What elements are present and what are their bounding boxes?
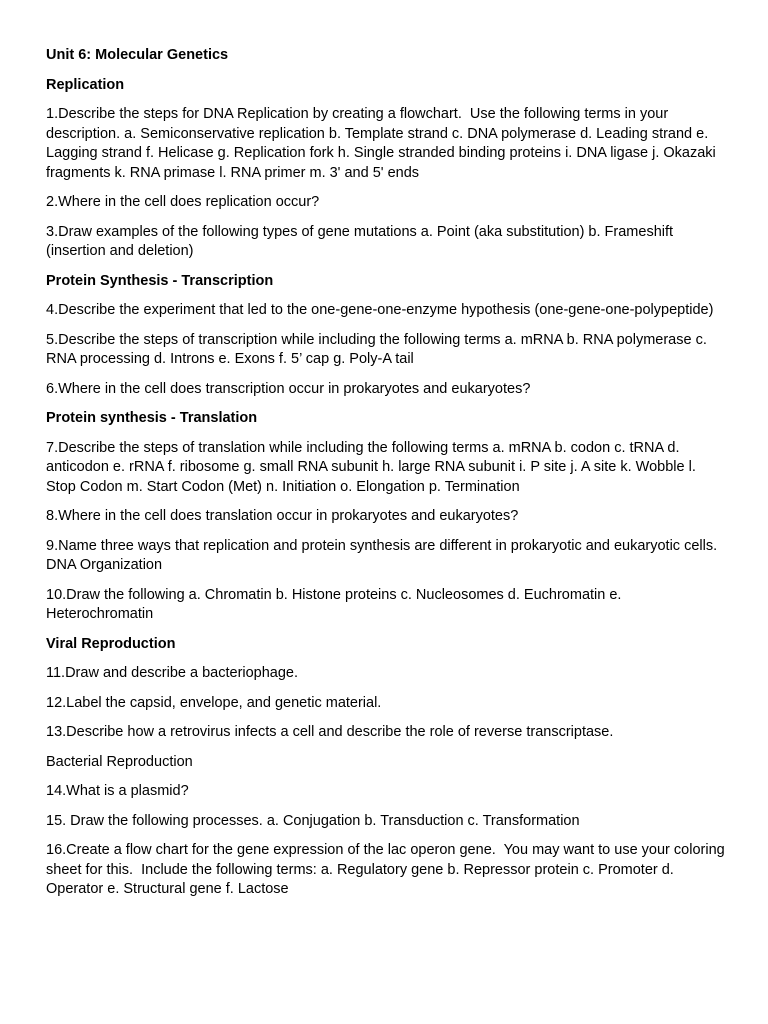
question-15: 15. Draw the following processes. a. Conjugation b. Transduction c. Transformation	[46, 812, 580, 829]
question-16: 16.Create a flow chart for the gene expression of the lac operon gene. You may want to use your coloring sheet for this. Include the following terms: a. Regulatory gene b. Repressor protein c. Promoter d. Operator e. Structural gene f. Lactose	[46, 842, 729, 897]
section-heading-translation: Protein synthesis - Translation	[46, 410, 258, 426]
question-12: 12.Label the capsid, envelope, and genetic material.	[46, 694, 382, 711]
question-10: 10.Draw the following a. Chromatin b. Histone proteins c. Nucleosomes d. Euchromatin e. Heterochromatin	[46, 586, 626, 622]
question-1: 1.Describe the steps for DNA Replication by creating a flowchart. Use the following terms in your description. a. Semiconservative replication b. Template strand c. DNA polymerase d. Leading strand e. Lagging strand f. Helicase g. Replication fork h. Single stranded binding proteins i. DNA ligase j. Okazaki fragments k. RNA primase l. RNA primer m. 3' and 5' ends	[46, 106, 720, 181]
section-heading-viral-reproduction: Viral Reproduction	[46, 635, 176, 652]
section-heading-replication: Replication	[46, 76, 125, 93]
question-8: 8.Where in the cell does translation occur in prokaryotes and eukaryotes?	[46, 508, 519, 524]
question-6: 6.Where in the cell does transcription occur in prokaryotes and eukaryotes?	[46, 380, 531, 397]
question-13: 13.Describe how a retrovirus infects a cell and describe the role of reverse transcriptase.	[46, 724, 614, 740]
question-9: 9.Name three ways that replication and protein synthesis are different in prokaryotic and eukaryotic cells. DNA Organization	[46, 537, 722, 573]
question-11: 11.Draw and describe a bacteriophage.	[46, 665, 299, 681]
question-3: 3.Draw examples of the following types of gene mutations a. Point (aka substitution) b. Frameshift (insertion and deletion)	[46, 223, 678, 259]
document-title: Unit 6: Molecular Genetics	[46, 47, 229, 63]
section-label-bacterial-reproduction: Bacterial Reproduction	[46, 753, 193, 770]
question-5: 5.Describe the steps of transcription while including the following terms a. mRNA b. RNA polymerase c. RNA processing d. Introns e. Exons f. 5’ cap g. Poly-A tail	[46, 331, 711, 367]
document-page	[46, 46, 729, 900]
question-14: 14.What is a plasmid?	[46, 783, 189, 799]
question-4: 4.Describe the experiment that led to the one-gene-one-enzyme hypothesis (one-gene-one-polypeptide)	[46, 302, 714, 318]
question-2: 2.Where in the cell does replication occur?	[46, 194, 320, 210]
question-7: 7.Describe the steps of translation while including the following terms a. mRNA b. codon c. tRNA d. anticodon e. rRNA f. ribosome g. small RNA subunit h. large RNA subunit i. P site j. A site k. Wobble l. Stop Codon m. Start Codon (Met) n. Initiation o. Elongation p. Termination	[46, 439, 700, 495]
section-heading-transcription: Protein Synthesis - Transcription	[46, 272, 274, 289]
